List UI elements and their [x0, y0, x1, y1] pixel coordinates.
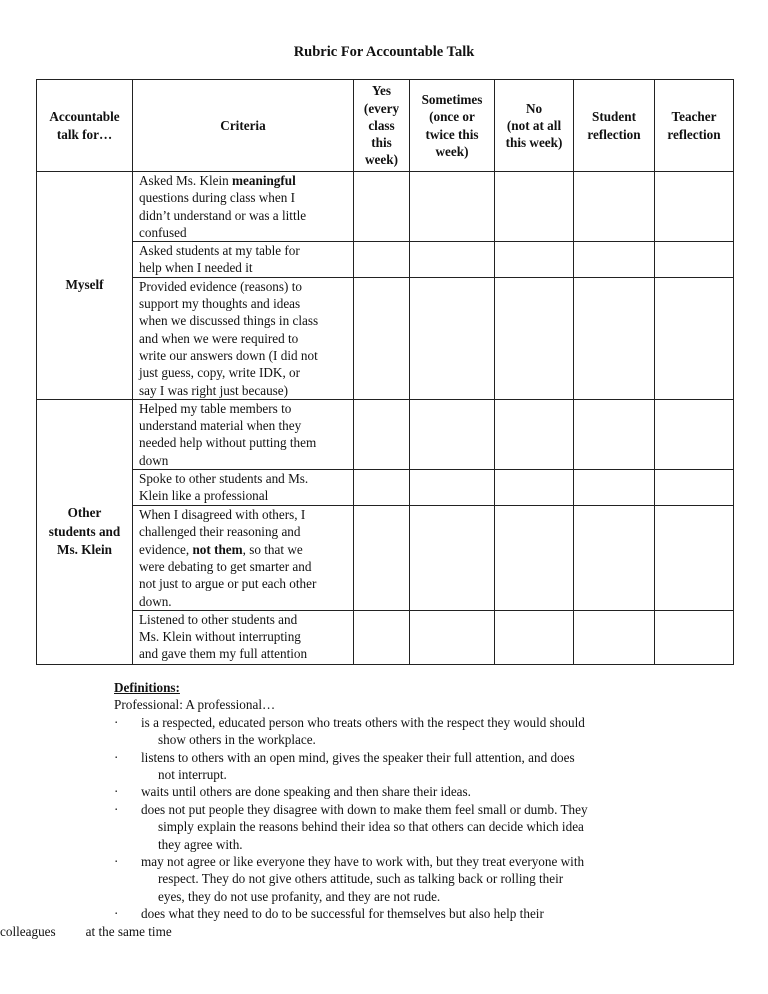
rating-cell-yes[interactable]: [354, 470, 410, 506]
criteria-line: [139, 295, 349, 312]
table-row: [37, 172, 734, 242]
criteria-text: Klein like a professional: [139, 488, 269, 504]
rating-cell-sometimes[interactable]: [410, 610, 495, 664]
table-row: [37, 242, 734, 278]
definition-bullet: [114, 749, 734, 784]
category-line: students and: [48, 523, 121, 539]
definition-bullet: [114, 714, 734, 749]
rating-cell-teacher-reflection[interactable]: [655, 506, 734, 611]
header-no: [495, 80, 574, 172]
rating-cell-teacher-reflection[interactable]: [655, 399, 734, 469]
bullet-glyph: ·: [114, 854, 119, 870]
criteria-text: not just to argue or put each other: [139, 576, 317, 592]
header-line: (not at all: [506, 117, 562, 133]
definitions-section: [0, 679, 734, 940]
bullet-glyph: ·: [114, 749, 119, 765]
rating-cell-teacher-reflection[interactable]: [655, 610, 734, 664]
rating-cell-teacher-reflection[interactable]: [655, 277, 734, 399]
header-line: this week): [505, 135, 563, 151]
rating-cell-sometimes[interactable]: [410, 172, 495, 242]
header-sometimes: [410, 80, 495, 172]
criteria-line: [139, 189, 349, 206]
header-line: this: [371, 135, 392, 151]
criteria-line: [139, 224, 349, 241]
criteria-cell: [133, 610, 354, 664]
criteria-line: [139, 452, 349, 469]
criteria-line: [139, 593, 349, 610]
criteria-text: understand material when they: [139, 418, 302, 434]
criteria-text: Listened to other students and: [139, 611, 298, 627]
criteria-text: Ms. Klein without interrupting: [139, 629, 301, 645]
header-line: Accountable: [49, 109, 120, 125]
criteria-text: Spoke to other students and Ms.: [139, 471, 309, 487]
criteria-text: support my thoughts and ideas: [139, 296, 301, 312]
criteria-text: Asked Ms. Klein: [139, 173, 233, 188]
definition-tail-line: [0, 923, 734, 940]
rating-cell-student-reflection[interactable]: [574, 277, 655, 399]
header-criteria: [133, 80, 354, 172]
criteria-line: [139, 434, 349, 451]
criteria-cell: [133, 242, 354, 278]
rating-cell-teacher-reflection[interactable]: [655, 172, 734, 242]
header-row: [37, 80, 734, 172]
header-line: week): [435, 143, 469, 159]
criteria-line: [139, 330, 349, 347]
criteria-line: [139, 259, 349, 276]
header-line: twice this: [425, 126, 479, 142]
criteria-line: [139, 278, 349, 295]
bullet-glyph: ·: [114, 784, 119, 800]
criteria-text: challenged their reasoning and: [139, 524, 301, 540]
rating-cell-teacher-reflection[interactable]: [655, 470, 734, 506]
criteria-line: [139, 611, 349, 628]
header-line: Teacher: [671, 109, 717, 125]
criteria-line: [139, 575, 349, 592]
criteria-text: confused: [139, 224, 187, 240]
header-line: (every: [363, 100, 400, 116]
criteria-line: [139, 645, 349, 662]
criteria-line: [139, 558, 349, 575]
table-row: [37, 610, 734, 664]
definition-text: they agree with.: [158, 836, 243, 852]
definition-text: is a respected, educated person who treats others with the respect they would should: [141, 714, 585, 730]
definition-tail-a: colleagues: [0, 923, 56, 939]
rating-cell-no[interactable]: [495, 172, 574, 242]
criteria-text: just guess, copy, write IDK, or: [139, 365, 301, 381]
criteria-cell: [133, 506, 354, 611]
rating-cell-no[interactable]: [495, 242, 574, 278]
header-line: (once or: [429, 109, 475, 125]
rating-cell-sometimes[interactable]: [410, 277, 495, 399]
rating-cell-sometimes[interactable]: [410, 242, 495, 278]
criteria-text: down.: [139, 593, 172, 609]
rating-cell-sometimes[interactable]: [410, 506, 495, 611]
criteria-text: when we discussed things in class: [139, 313, 319, 329]
rating-cell-no[interactable]: [495, 399, 574, 469]
criteria-line: [139, 417, 349, 434]
rating-cell-no[interactable]: [495, 610, 574, 664]
criteria-text: , so that we: [242, 541, 303, 557]
rating-cell-sometimes[interactable]: [410, 399, 495, 469]
criteria-text: questions during class when I: [139, 190, 296, 206]
criteria-cell: [133, 399, 354, 469]
rating-cell-no[interactable]: [495, 277, 574, 399]
definition-bullet: [114, 783, 734, 800]
criteria-line: [139, 470, 349, 487]
rating-cell-student-reflection[interactable]: [574, 506, 655, 611]
rating-cell-student-reflection[interactable]: [574, 242, 655, 278]
rating-cell-sometimes[interactable]: [410, 470, 495, 506]
table-row: [37, 470, 734, 506]
definitions-list: [114, 714, 734, 905]
category-line: Other: [67, 505, 102, 521]
criteria-line: [139, 506, 349, 523]
criteria-cell: [133, 172, 354, 242]
criteria-line: [139, 541, 349, 558]
definition-text: does not put people they disagree with down to make them feel small or dumb. They: [141, 801, 588, 817]
criteria-text: not them: [192, 541, 243, 557]
rating-cell-yes[interactable]: [354, 399, 410, 469]
criteria-line: [139, 400, 349, 417]
criteria-text: Asked students at my table for: [139, 243, 300, 259]
criteria-line: [139, 207, 349, 224]
criteria-cell: [133, 470, 354, 506]
rating-cell-no[interactable]: [495, 470, 574, 506]
table-row: [37, 399, 734, 469]
criteria-text: and when we were required to: [139, 330, 299, 346]
header-yes: [354, 80, 410, 172]
definitions-intro: Professional: A professional…: [114, 697, 276, 713]
header-category: [37, 80, 133, 172]
rating-cell-student-reflection[interactable]: [574, 610, 655, 664]
criteria-text: Helped my table members to: [139, 400, 292, 416]
header-line: Yes: [371, 83, 392, 99]
definition-text: eyes, they do not use profanity, and they are not rude.: [158, 888, 441, 904]
criteria-text: down: [139, 452, 169, 468]
definition-text: not interrupt.: [158, 767, 227, 783]
definitions-heading: Definitions:: [114, 680, 180, 695]
definition-bullet: [114, 853, 734, 905]
rubric-table: [36, 79, 734, 665]
criteria-text: meaningful: [232, 173, 296, 188]
criteria-line: [139, 242, 349, 259]
criteria-line: [139, 382, 349, 399]
header-line: class: [368, 117, 395, 133]
criteria-text: say I was right just because): [139, 382, 289, 398]
bullet-glyph: ·: [114, 906, 119, 922]
rating-cell-student-reflection[interactable]: [574, 399, 655, 469]
header-line: week): [365, 152, 398, 168]
rating-cell-no[interactable]: [495, 506, 574, 611]
criteria-text: didn’t understand or was a little: [139, 207, 307, 223]
criteria-text: write our answers down (I did not: [139, 347, 318, 363]
definition-tail-b: at the same time: [85, 923, 172, 939]
definition-bullet-last: [114, 905, 734, 922]
rating-cell-yes[interactable]: [354, 172, 410, 242]
criteria-text: needed help without putting them: [139, 435, 317, 451]
rating-cell-yes[interactable]: [354, 506, 410, 611]
bullet-glyph: ·: [114, 714, 119, 730]
criteria-line: [139, 172, 349, 189]
criteria-text: were debating to get smarter and: [139, 558, 312, 574]
criteria-line: [139, 364, 349, 381]
criteria-line: [139, 523, 349, 540]
header-line: reflection: [587, 126, 641, 142]
table-row: [37, 506, 734, 611]
criteria-line: [139, 628, 349, 645]
definition-text: show others in the workplace.: [158, 732, 316, 748]
header-line: talk for…: [56, 126, 113, 142]
category-cell: [37, 172, 133, 400]
header-line: Student: [592, 109, 636, 125]
criteria-text: evidence,: [139, 541, 193, 557]
criteria-line: [139, 487, 349, 504]
definition-text: simply explain the reasons behind their idea so that others can decide which idea: [158, 819, 584, 835]
header-line: Sometimes: [421, 91, 483, 107]
criteria-line: [139, 347, 349, 364]
criteria-text: help when I needed it: [139, 260, 253, 276]
rating-cell-yes[interactable]: [354, 610, 410, 664]
header-line: Criteria: [220, 117, 266, 133]
header-line: reflection: [667, 126, 721, 142]
rating-cell-yes[interactable]: [354, 277, 410, 399]
definition-text: respect. They do not give others attitude, such as talking back or rolling their: [158, 871, 564, 887]
header-teacher-reflection: [655, 80, 734, 172]
definition-text: waits until others are done speaking and then share their ideas.: [141, 784, 471, 800]
definition-text: may not agree or like everyone they have to work with, but they treat everyone with: [141, 854, 585, 870]
criteria-text: and gave them my full attention: [139, 646, 308, 662]
criteria-line: [139, 312, 349, 329]
rating-cell-yes[interactable]: [354, 242, 410, 278]
definition-text: does what they need to do to be successful for themselves but also help their: [141, 906, 544, 922]
criteria-text: Provided evidence (reasons) to: [139, 278, 302, 294]
page-title: Rubric For Accountable Talk: [293, 44, 475, 60]
criteria-text: When I disagreed with others, I: [139, 507, 306, 523]
table-row: [37, 277, 734, 399]
rating-cell-student-reflection[interactable]: [574, 470, 655, 506]
definition-text: listens to others with an open mind, gives the speaker their full attention, and does: [141, 749, 575, 765]
header-student-reflection: [574, 80, 655, 172]
criteria-cell: [133, 277, 354, 399]
rating-cell-student-reflection[interactable]: [574, 172, 655, 242]
rating-cell-teacher-reflection[interactable]: [655, 242, 734, 278]
definition-bullet: [114, 801, 734, 853]
bullet-glyph: ·: [114, 801, 119, 817]
header-line: No: [525, 100, 543, 116]
category-cell: [37, 399, 133, 664]
category-line: Myself: [65, 277, 104, 293]
category-line: Ms. Klein: [57, 542, 112, 558]
